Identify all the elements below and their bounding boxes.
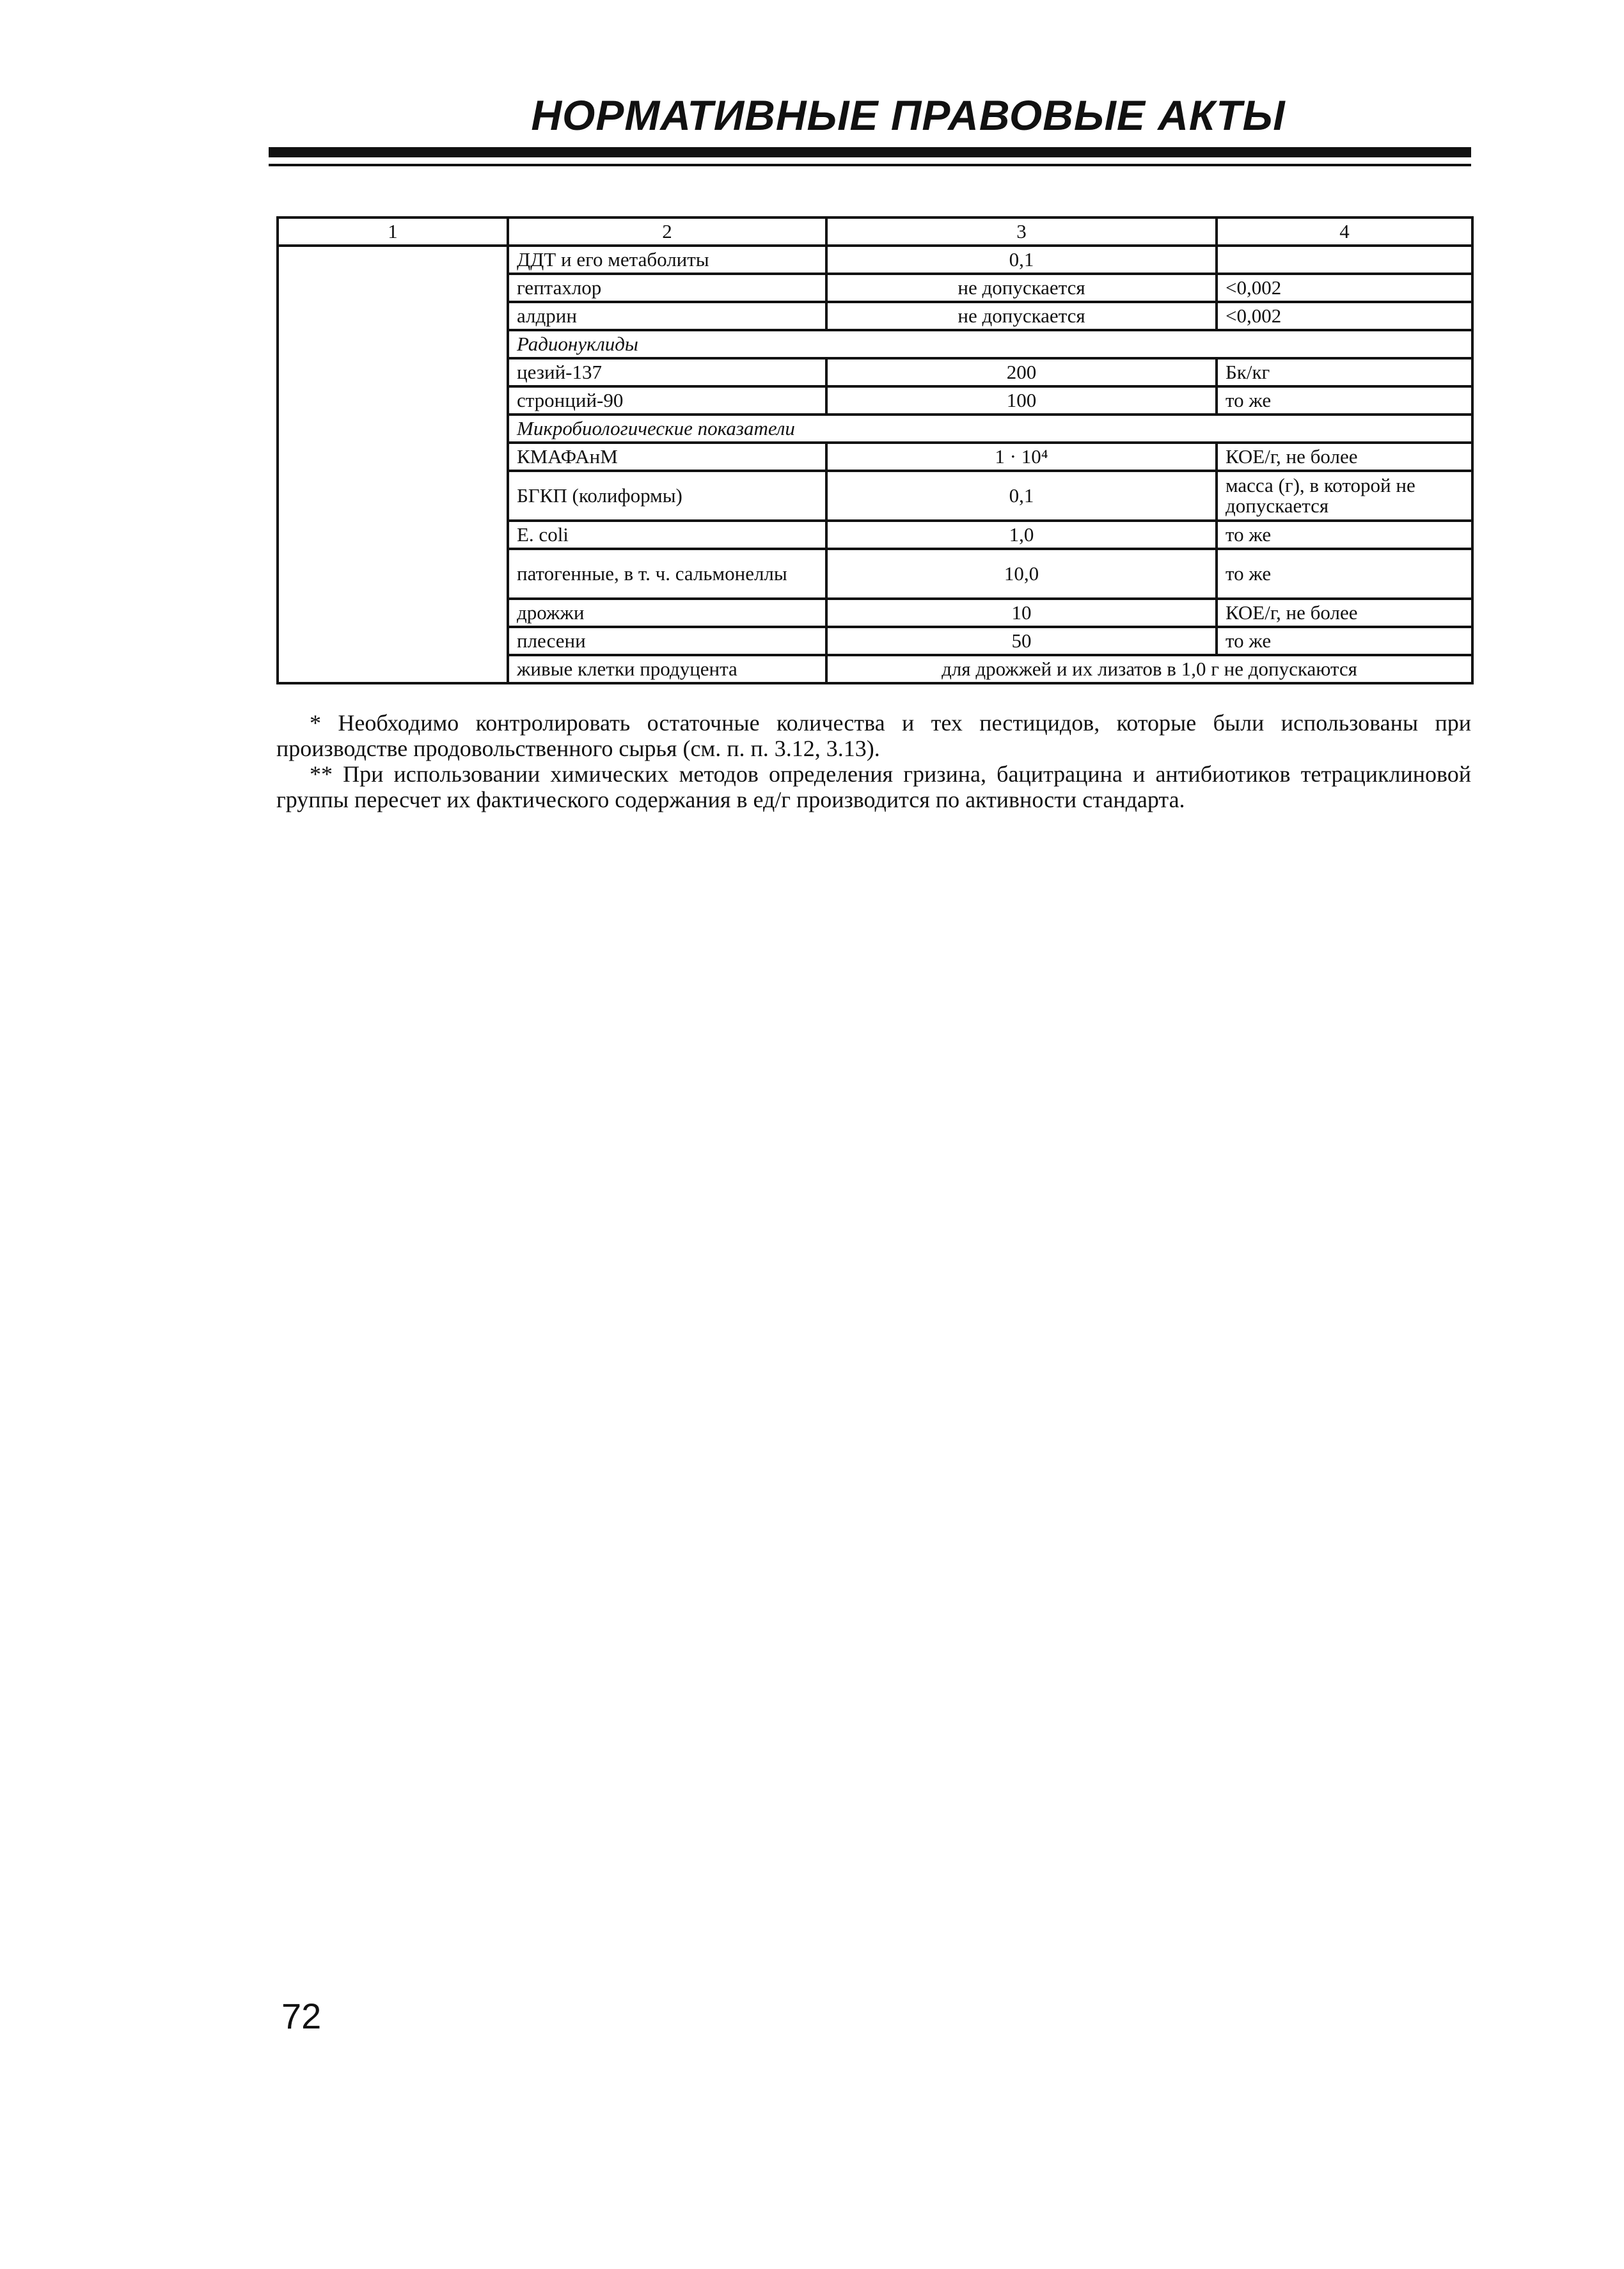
- column-number-row: [278, 217, 1472, 246]
- norm-cell: 0,1: [826, 471, 1217, 521]
- norm-cell: 1,0: [826, 521, 1217, 549]
- indicator-cell: живые клетки продуцента: [508, 655, 826, 683]
- indicator-cell: дрожжи: [508, 599, 826, 627]
- indicator-cell: ДДТ и его метаболиты: [508, 246, 826, 274]
- note-cell: то же: [1217, 549, 1472, 599]
- norm-cell: не допускается: [826, 274, 1217, 302]
- norms-table: [276, 216, 1474, 684]
- indicator-cell: E. coli: [508, 521, 826, 549]
- norm-cell: 1 · 10⁴: [826, 443, 1217, 471]
- indicator-cell: плесени: [508, 627, 826, 655]
- norm-cell: 100: [826, 386, 1217, 415]
- note-cell: [1217, 246, 1472, 274]
- indicator-cell: гептахлор: [508, 274, 826, 302]
- column-number: 1: [278, 217, 508, 246]
- header-rule-thin: [269, 164, 1471, 166]
- norm-cell-merged: для дрожжей и их лизатов в 1,0 г не допускаются: [826, 655, 1472, 683]
- note-cell: то же: [1217, 521, 1472, 549]
- indicator-cell: цезий-137: [508, 358, 826, 386]
- norm-cell: 50: [826, 627, 1217, 655]
- indicator-cell: КМАФАнМ: [508, 443, 826, 471]
- header-rule-thick: [269, 147, 1471, 157]
- norm-cell: 10: [826, 599, 1217, 627]
- note-cell: масса (г), в которой не допускается: [1217, 471, 1472, 521]
- indicator-cell: БГКП (колиформы): [508, 471, 826, 521]
- page-header-title: НОРМАТИВНЫЕ ПРАВОВЫЕ АКТЫ: [531, 91, 1286, 139]
- norm-cell: 200: [826, 358, 1217, 386]
- footnote-1: * Необходимо контролировать остаточные количества и тех пестицидов, которые были использованы при производстве продовольственного сырья (см. п. п. 3.12, 3.13).: [276, 710, 1471, 761]
- note-cell: КОЕ/г, не более: [1217, 443, 1472, 471]
- note-cell: то же: [1217, 627, 1472, 655]
- table-row: [278, 246, 1472, 274]
- column-number: 2: [508, 217, 826, 246]
- norm-cell: не допускается: [826, 302, 1217, 330]
- column-number: 3: [826, 217, 1217, 246]
- note-cell: Бк/кг: [1217, 358, 1472, 386]
- note-cell: КОЕ/г, не более: [1217, 599, 1472, 627]
- note-cell: то же: [1217, 386, 1472, 415]
- product-group-cell: [278, 246, 508, 683]
- page-number: 72: [281, 1996, 322, 2036]
- norm-cell: 0,1: [826, 246, 1217, 274]
- column-number: 4: [1217, 217, 1472, 246]
- indicator-cell: алдрин: [508, 302, 826, 330]
- footnotes: [276, 710, 1471, 812]
- note-cell: <0,002: [1217, 274, 1472, 302]
- indicator-cell: стронций-90: [508, 386, 826, 415]
- section-heading-radionuclides: Радионуклиды: [508, 330, 1472, 358]
- section-heading-microbiology: Микробиологические показатели: [508, 415, 1472, 443]
- indicator-cell: патогенные, в т. ч. сальмонеллы: [508, 549, 826, 599]
- footnote-2: ** При использовании химических методов определения гризина, бацитрацина и антибиотиков тетрациклиновой группы пересчет их фактического содержания в ед/г производится по активности стандарта.: [276, 761, 1471, 812]
- note-cell: <0,002: [1217, 302, 1472, 330]
- norm-cell: 10,0: [826, 549, 1217, 599]
